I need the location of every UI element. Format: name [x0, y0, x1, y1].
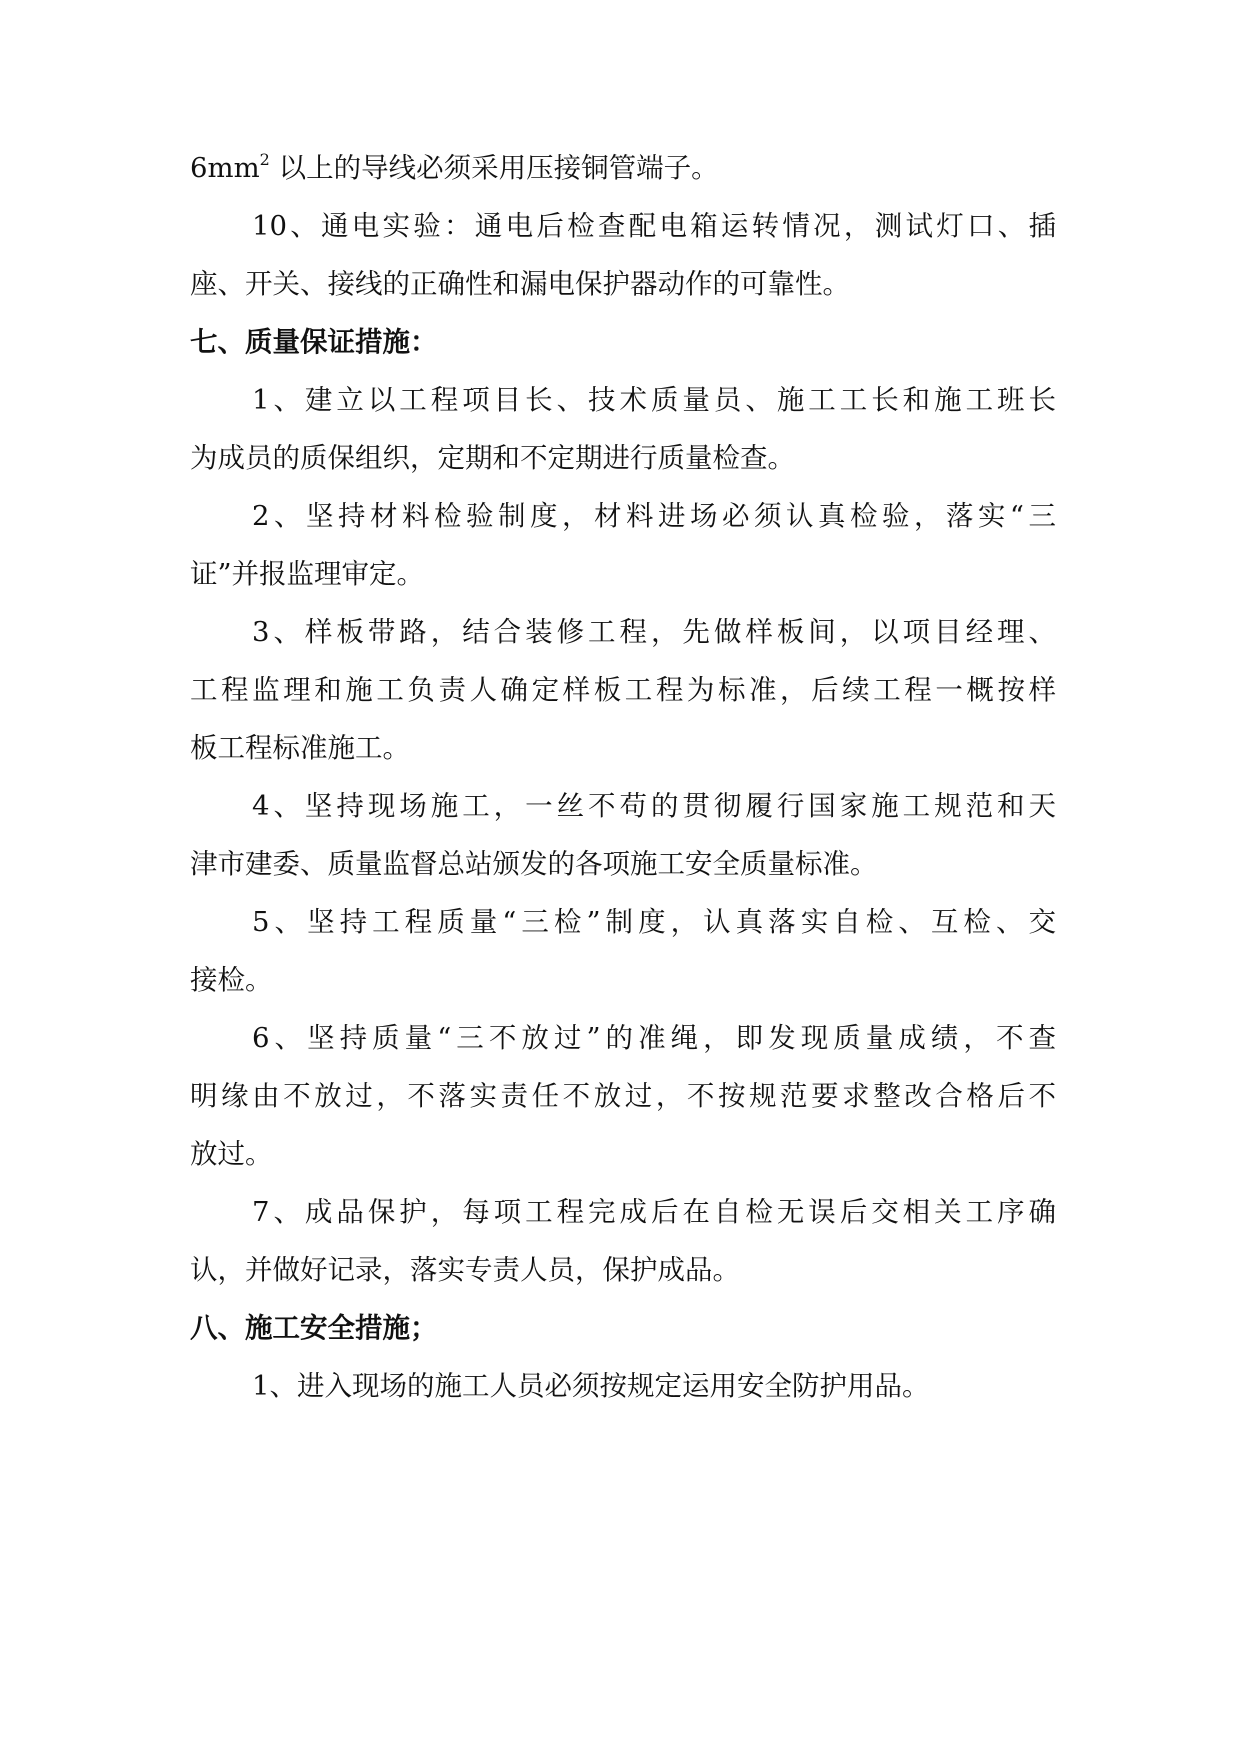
paragraph-line: 工程监理和施工负责人确定样板工程为标准，后续工程一概按样 — [190, 674, 1056, 706]
paragraph-line: 座、开关、接线的正确性和漏电保护器动作的可靠性。 — [190, 268, 850, 300]
section-heading-safety: 八、施工安全措施； — [190, 1312, 438, 1344]
paragraph-line — [190, 150, 719, 186]
line-text-post: 以上的导线必须采用压接铜管端子。 — [269, 152, 719, 184]
paragraph-line: 3、样板带路，结合装修工程，先做样板间，以项目经理、 — [252, 616, 1056, 648]
paragraph-line: 为成员的质保组织，定期和不定期进行质量检查。 — [190, 442, 795, 474]
paragraph-line: 2、坚持材料检验制度，材料进场必须认真检验，落实“三 — [252, 500, 1056, 532]
paragraph-line: 放过。 — [190, 1138, 273, 1170]
line-text-pre: 6mm — [190, 152, 260, 184]
paragraph-line: 6、坚持质量“三不放过”的准绳，即发现质量成绩，不查 — [252, 1022, 1056, 1054]
paragraph-line: 10、通电实验：通电后检查配电箱运转情况，测试灯口、插 — [252, 210, 1056, 242]
paragraph-line: 津市建委、质量监督总站颁发的各项施工安全质量标准。 — [190, 848, 878, 880]
section-heading-quality: 七、质量保证措施： — [190, 326, 438, 358]
paragraph-line: 板工程标准施工。 — [190, 732, 410, 764]
paragraph-line: 5、坚持工程质量“三检”制度，认真落实自检、互检、交 — [252, 906, 1056, 938]
paragraph-line: 1、建立以工程项目长、技术质量员、施工工长和施工班长 — [252, 384, 1056, 416]
paragraph-line: 4、坚持现场施工，一丝不苟的贯彻履行国家施工规范和天 — [252, 790, 1056, 822]
paragraph-line: 明缘由不放过，不落实责任不放过，不按规范要求整改合格后不 — [190, 1080, 1056, 1112]
superscript: 2 — [259, 150, 270, 169]
paragraph-line: 1、进入现场的施工人员必须按规定运用安全防护用品。 — [252, 1370, 930, 1402]
paragraph-line: 认，并做好记录，落实专责人员，保护成品。 — [190, 1254, 740, 1286]
paragraph-line: 接检。 — [190, 964, 273, 996]
paragraph-line: 7、成品保护，每项工程完成后在自检无误后交相关工序确 — [252, 1196, 1056, 1228]
paragraph-line: 证”并报监理审定。 — [190, 558, 425, 590]
